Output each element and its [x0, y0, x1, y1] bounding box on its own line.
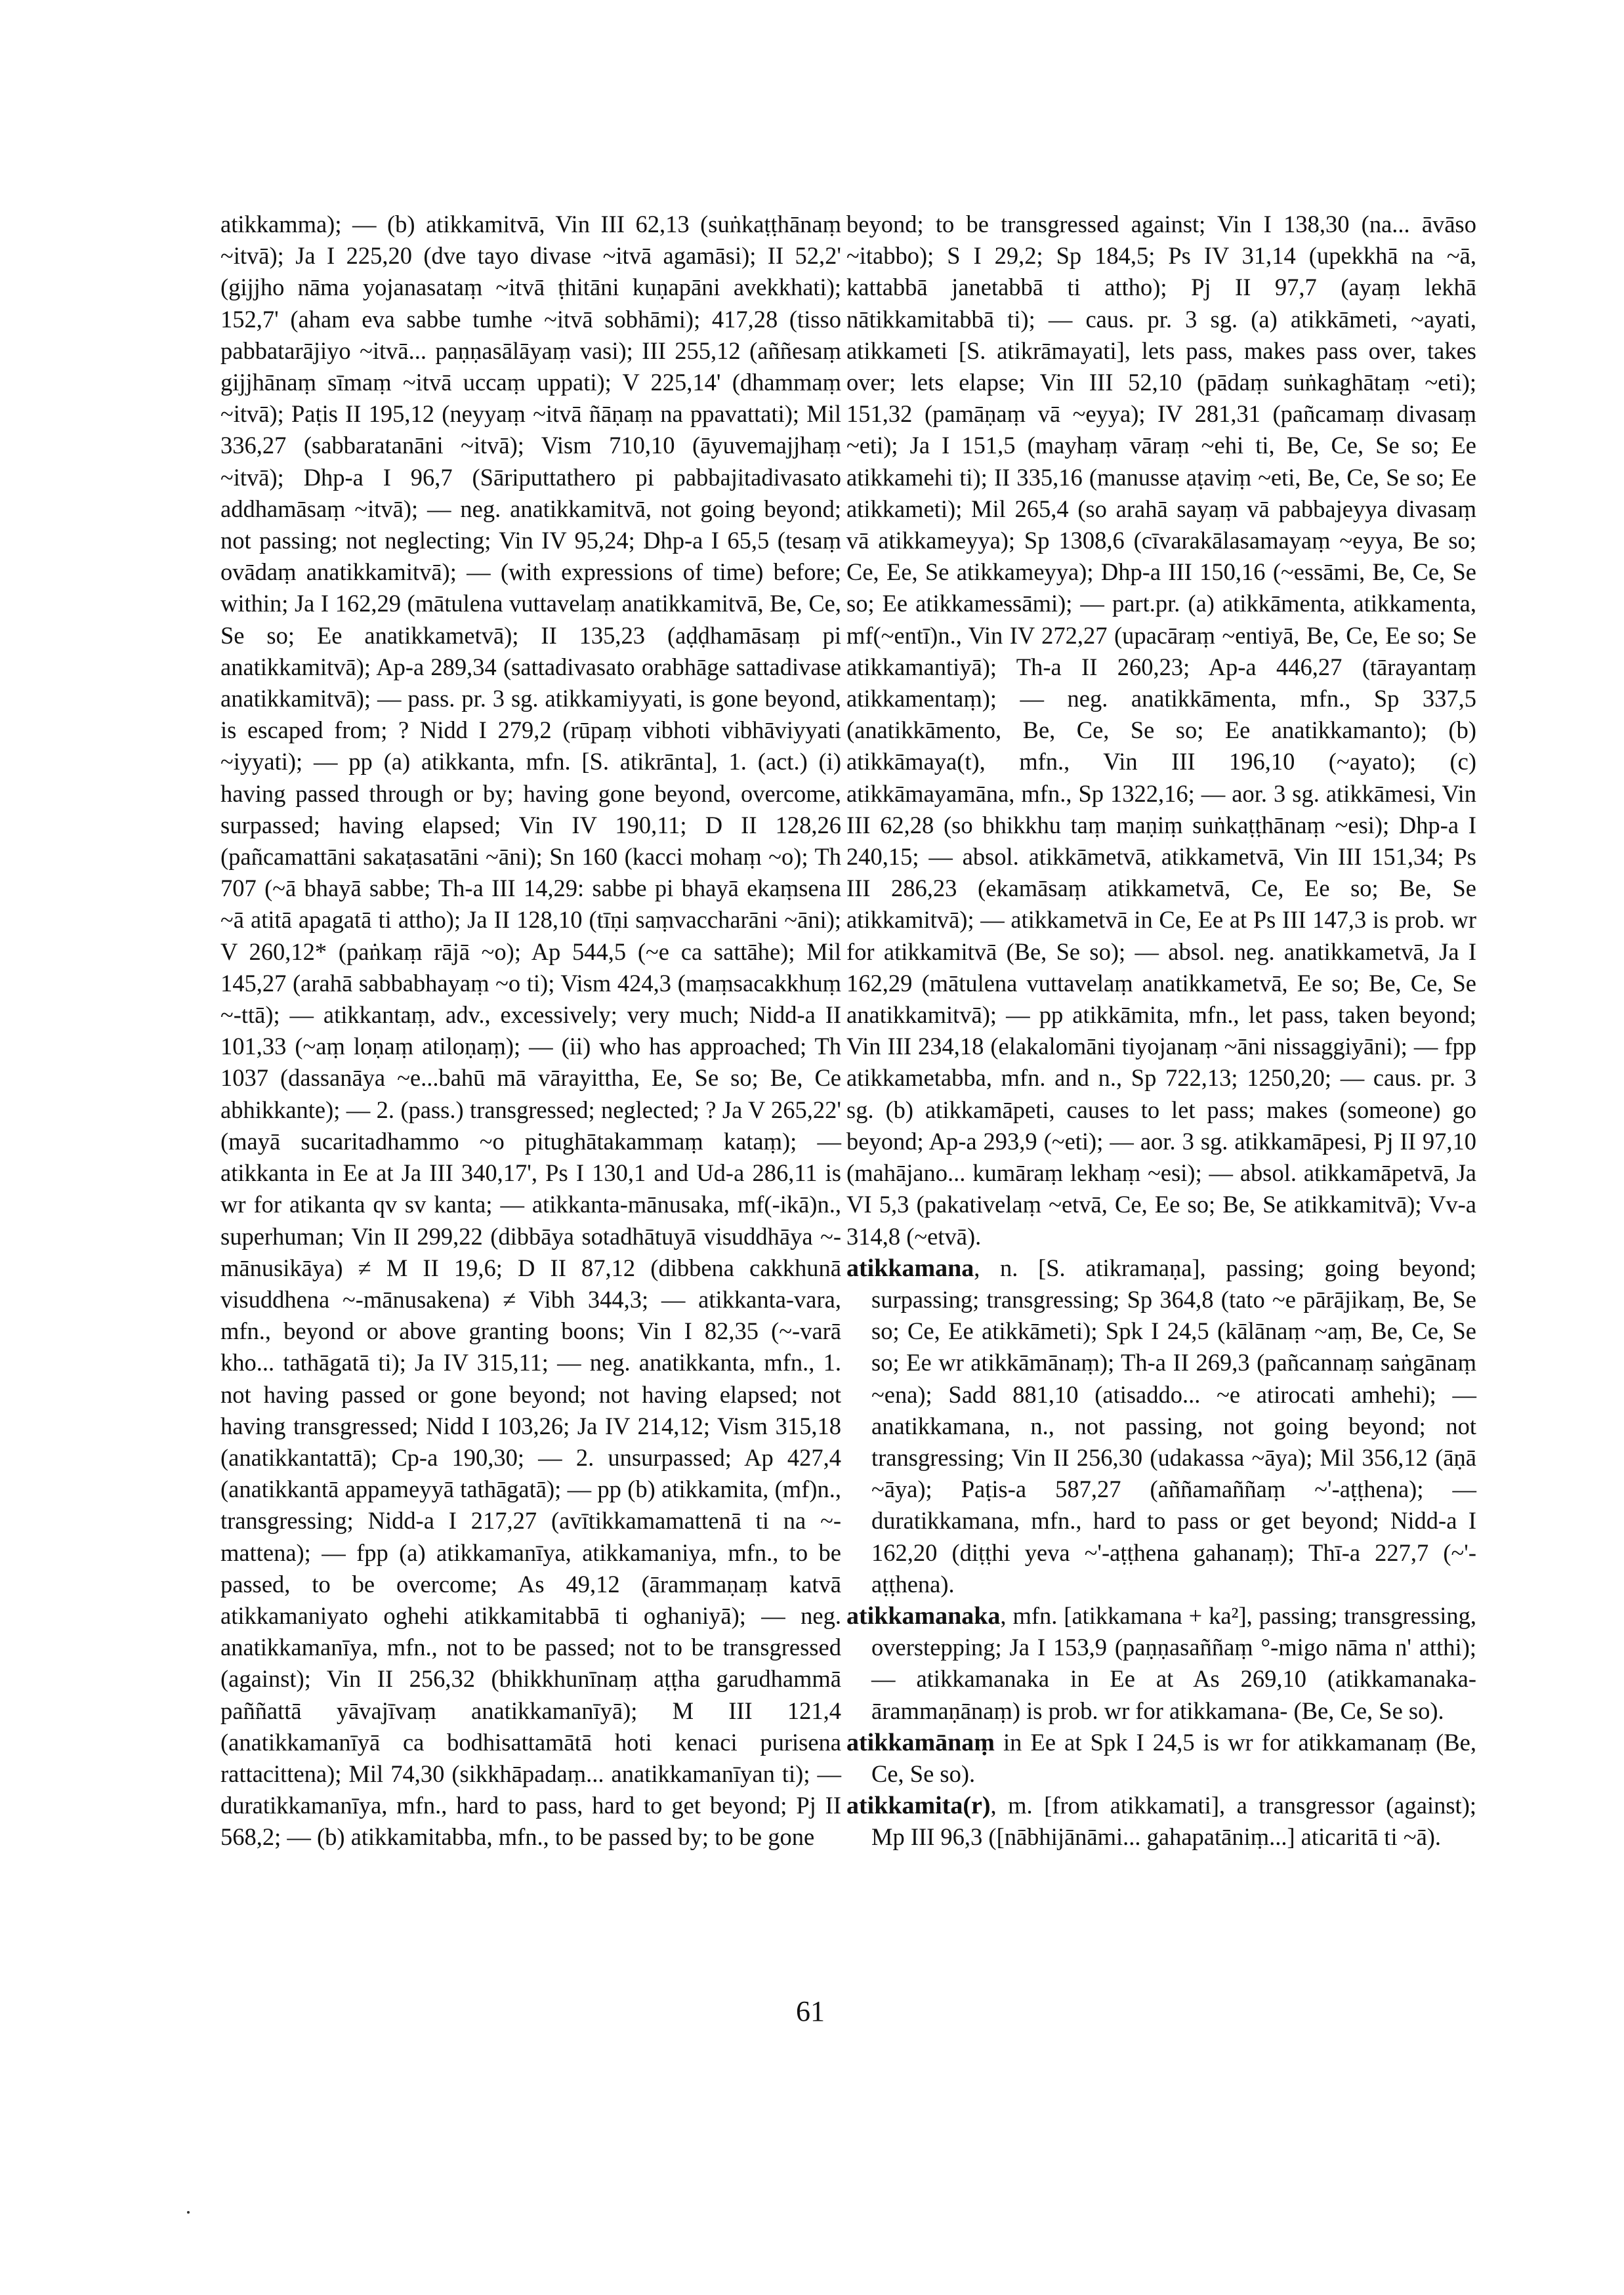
- entry-body: , m. [from atikkamati], a transgressor (against); Mp III 96,3 ([nābhijānāmi... gahapatāniṃ...] aticaritā ti ~ā).: [871, 1792, 1476, 1851]
- scan-speck: [187, 2211, 190, 2214]
- headword: atikkamanaka: [846, 1602, 1001, 1630]
- left-column: [220, 209, 841, 1853]
- right-column: [846, 209, 1476, 1853]
- headword: atikkamānaṃ: [846, 1728, 995, 1756]
- entry-atikkamanaka: [846, 1600, 1476, 1727]
- entry-atikkamana: [846, 1252, 1476, 1600]
- left-column-text: atikkamma); — (b) atikkamitvā, Vin III 62,13 (suṅkaṭṭhānaṃ ~itvā); Ja I 225,20 (dve tayo divase ~itvā agamāsi); II 52,2' (gijjho nāma yojanasataṃ ~itvā ṭhitāni kuṇapāni avekkhati); 152,7' (aham eva sabbe tumhe ~itvā sobhāmi); 417,28 (tisso pabbatarājiyo ~itvā... paṇṇasālāyaṃ vasi); III 255,12 (aññesaṃ gijjhānaṃ sīmaṃ ~itvā uccaṃ uppati); V 225,14' (dhammaṃ ~itvā); Paṭis II 195,12 (neyyaṃ ~itvā ñāṇaṃ na ppavattati); Mil 336,27 (sabbaratanāni ~itvā); Vism 710,10 (āyuvemajjhaṃ ~itvā); Dhp-a I 96,7 (Sāriputtathero pi pabbajitadivasato addhamāsaṃ ~itvā); — neg. anatikkamitvā, not going beyond; not passing; not neglecting; Vin IV 95,24; Dhp-a I 65,5 (tesaṃ ovādaṃ anatikkamitvā); — (with expressions of time) before; within; Ja I 162,29 (mātulena vuttavelaṃ anatikkamitvā, Be, Ce, Se so; Ee anatikkametvā); II 135,23 (aḍḍhamāsaṃ pi anatikkamitvā); Ap-a 289,34 (sattadivasato orabhāge sattadivase anatikkamitvā); — pass. pr. 3 sg. atikkamiyyati, is gone beyond, is escaped from; ? Nidd I 279,2 (rūpaṃ vibhoti vibhāviyyati ~iyyati); — pp (a) atikkanta, mfn. [S. atikrānta], 1. (act.) (i) having passed through or by; having gone beyond, overcome, surpassed; having elapsed; Vin IV 190,11; D II 128,26 (pañcamattāni sakaṭasatāni ~āni); Sn 160 (kacci mohaṃ ~o); Th 707 (~ā bhayā sabbe; Th-a III 14,29: sabbe pi bhayā ekaṃsena ~ā atitā apagatā ti attho); Ja II 128,10 (tīṇi saṃvaccharāni ~āni); V 260,12* (paṅkaṃ rājā ~o); Ap 544,5 (~e ca sattāhe); Mil 145,27 (arahā sabbabhayaṃ ~o ti); Vism 424,3 (maṃsacakkhuṃ ~-ttā); — atikkantaṃ, adv., excessively; very much; Nidd-a II 101,33 (~aṃ loṇaṃ atiloṇaṃ); — (ii) who has approached; Th 1037 (dassanāya ~e...bahū mā vārayittha, Ee, Se so; Be, Ce abhikkante); — 2. (pass.) transgressed; neglected; ? Ja V 265,22' (mayā sucaritadhammo ~o pitughātakammaṃ kataṃ); — atikkanta in Ee at Ja III 340,17', Ps I 130,1 and Ud-a 286,11 is wr for atikanta qv sv kanta; — atikkanta-mānusaka, mf(-ikā)n., superhuman; Vin II 299,22 (dibbāya sotadhātuyā visuddhāya ~-mānusikāya) ≠ M II 19,6; D II 87,12 (dibbena cakkhunā visuddhena ~-mānusakena) ≠ Vibh 344,3; — atikkanta-vara, mfn., beyond or above granting boons; Vin I 82,35 (~-varā kho... tathāgatā ti); Ja IV 315,11; — neg. anatikkanta, mfn., 1. not having passed or gone beyond; not having elapsed; not having transgressed; Nidd I 103,26; Ja IV 214,12; Vism 315,18 (anatikkantattā); Cp-a 190,30; — 2. unsurpassed; Ap 427,4 (anatikkantā appameyyā tathāgatā); — pp (b) atikkamita, (mf)n., transgressing; Nidd-a I 217,27 (avītikkamamattenā ti na ~-mattena); — fpp (a) atikkamanīya, atikkamaniya, mfn., to be passed, to be overcome; As 49,12 (ārammaṇaṃ katvā atikkamaniyato oghehi atikkamitabbā ti oghaniyā); — neg. anatikkamanīya, mfn., not to be passed; not to be transgressed (against); Vin II 256,32 (bhikkhunīnaṃ aṭṭha garudhammā paññattā yāvajīvaṃ anatikkamanīyā); M III 121,4 (anatikkamanīyā ca bodhisattamātā hoti kenaci purisena rattacittena); Mil 74,30 (sikkhāpadaṃ... anatikkamanīyan ti); — duratikkamanīya, mfn., hard to pass, hard to get beyond; Pj II 568,2; — (b) atikkamitabba, mfn., to be passed by; to be gone: [220, 211, 841, 1851]
- entry-atikkamitar: [846, 1790, 1476, 1853]
- entry-body: , mfn. [atikkamana + ka²], passing; transgressing, overstepping; Ja I 153,9 (paṇṇasaññaṃ °-migo nāma n' atthi); — atikkamanaka in Ee at As 269,10 (atikkamanaka-ārammaṇānaṃ) is prob. wr for atikkamana- (Be, Ce, Se so).: [871, 1602, 1476, 1724]
- entry-body: , n. [S. atikramaṇa], passing; going beyond; surpassing; transgressing; Sp 364,8 (tato ~e pārājikaṃ, Be, Se so; Ce, Ee atikkāmeti); Spk I 24,5 (kālānaṃ ~aṃ, Be, Ce, Se so; Ee wr atikkāmānaṃ); Th-a II 269,3 (pañcannaṃ saṅgānaṃ ~ena); Sadd 881,10 (atisaddo... ~e atirocati amhehi); — anatikkamana, n., not passing, not going beyond; not transgressing; Vin II 256,30 (udakassa ~āya); Mil 356,12 (āṇā ~āya); Paṭis-a 587,27 (aññamaññaṃ ~'-aṭṭhena); — duratikkamana, mfn., hard to pass or get beyond; Nidd-a I 162,20 (diṭṭhi yeva ~'-aṭṭhena gahanaṃ); Thī-a 227,7 (~'-aṭṭhena).: [871, 1254, 1476, 1598]
- headword: atikkamana: [846, 1254, 974, 1282]
- right-column-intro: beyond; to be transgressed against; Vin I 138,30 (na... āvāso ~itabbo); S I 29,2; Sp 184,5; Ps IV 31,14 (upekkhā na ~ā, kattabbā janetabbā ti attho); Pj II 97,7 (ayaṃ lekhā nātikkamitabbā ti); — caus. pr. 3 sg. (a) atikkāmeti, ~ayati, atikkameti [S. atikrāmayati], lets pass, makes pass over, takes over; lets elapse; Vin III 52,10 (pādaṃ suṅkaghātaṃ ~eti); 151,32 (pamāṇaṃ vā ~eyya); IV 281,31 (pañcamaṃ divasaṃ ~eti); Ja I 151,5 (mayhaṃ vāraṃ ~ehi ti, Be, Ce, Se so; Ee atikkamehi ti); II 335,16 (manusse aṭaviṃ ~eti, Be, Ce, Se so; Ee atikkameti); Mil 265,4 (so arahā sayaṃ vā pabbajeyya divasaṃ vā atikkameyya); Sp 1308,6 (cīvarakālasamayaṃ ~eyya, Be so; Ce, Ee, Se atikkameyya); Dhp-a III 150,16 (~essāmi, Be, Ce, Se so; Ee atikkamessāmi); — part.pr. (a) atikkāmenta, atikkamenta, mf(~entī)n., Vin IV 272,27 (upacāraṃ ~entiyā, Be, Ce, Ee so; Se atikkamantiyā); Th-a II 260,23; Ap-a 446,27 (tārayantaṃ atikkamentaṃ); — neg. anatikkāmenta, mfn., Sp 337,5 (anatikkāmento, Be, Ce, Se so; Ee anatikkamanto); (b) atikkāmaya(t), mfn., Vin III 196,10 (~ayato); (c) atikkāmayamāna, mfn., Sp 1322,16; — aor. 3 sg. atikkāmesi, Vin III 62,28 (so bhikkhu taṃ maṇiṃ suṅkaṭṭhānaṃ ~esi); Dhp-a I 240,15; — absol. atikkāmetvā, atikkametvā, Vin III 151,34; Ps III 286,23 (ekamāsaṃ atikkametvā, Ce, Ee so; Be, Se atikkamitvā); — atikkametvā in Ce, Ee at Ps III 147,3 is prob. wr for atikkamitvā (Be, Se so); — absol. neg. anatikkametvā, Ja I 162,29 (mātulena vuttavelaṃ anatikkametvā, Ee so; Be, Ce, Se anatikkamitvā); — pp atikkāmita, mfn., let pass, taken beyond; Vin III 234,18 (elakalomāni tiyojanaṃ ~āni nissaggiyāni); — fpp atikkametabba, mfn. and n., Sp 722,13; 1250,20; — caus. pr. 3 sg. (b) atikkamāpeti, causes to let pass; makes (someone) go beyond; Ap-a 293,9 (~eti); — aor. 3 sg. atikkamāpesi, Pj II 97,10 (mahājano... kumāraṃ lekhaṃ ~esi); — absol. atikkamāpetvā, Ja VI 5,3 (pakativelaṃ ~etvā, Ce, Ee so; Be, Se atikkamitvā); Vv-a 314,8 (~etvā).: [846, 211, 1476, 1250]
- page-number: 61: [796, 1995, 825, 2027]
- entry-atikkamanam: [846, 1727, 1476, 1790]
- entry-body: in Ee at Spk I 24,5 is wr for atikkamanaṃ (Be, Ce, Se so).: [871, 1728, 1476, 1787]
- headword: atikkamita(r): [846, 1792, 991, 1820]
